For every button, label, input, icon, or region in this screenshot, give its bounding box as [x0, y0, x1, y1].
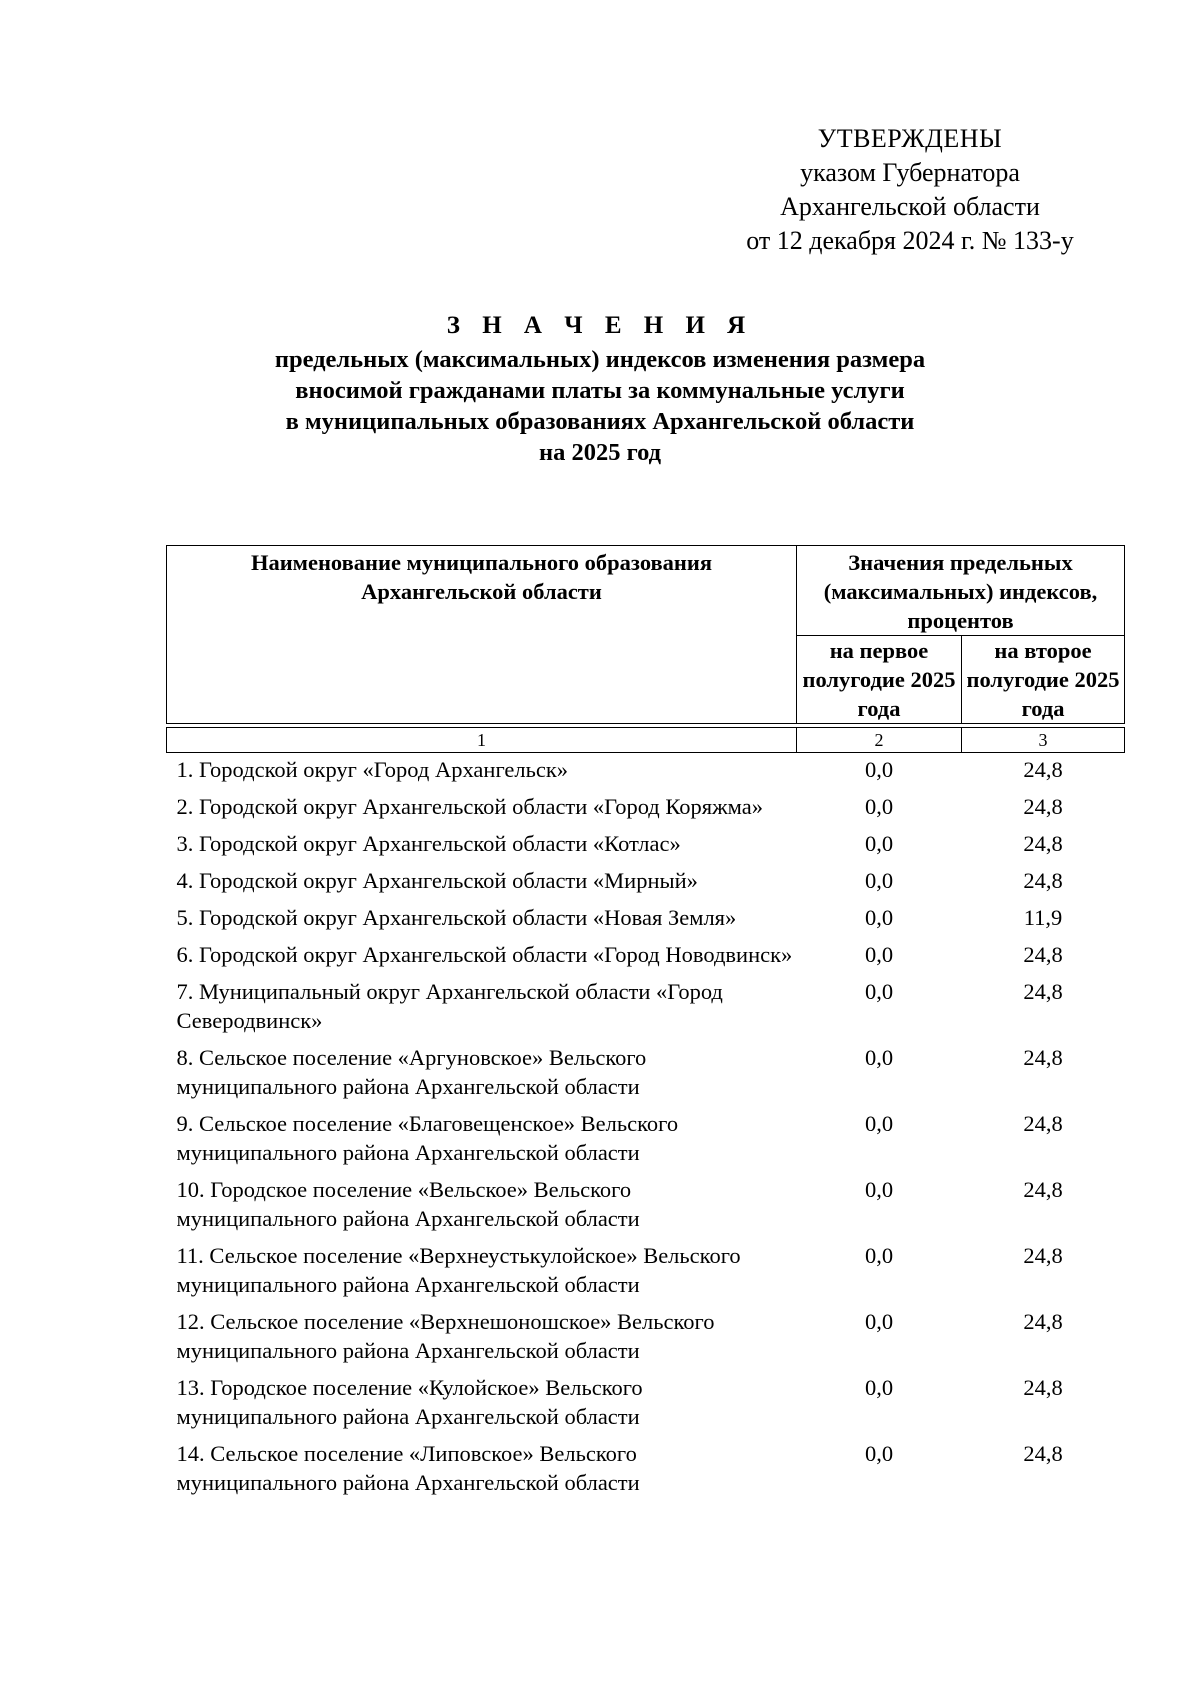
index-first-half: 0,0 [864, 794, 894, 819]
header-row [167, 546, 1125, 636]
index-first-half: 0,0 [864, 1375, 894, 1400]
index-second-half: 24,8 [1023, 1111, 1063, 1136]
column-number-1: 1 [167, 728, 797, 753]
municipality-name: 5. Городской округ Архангельской области «Новая Земля» [176, 905, 737, 930]
heading-line-3: в муниципальных образованиях Архангельской области [285, 408, 915, 435]
table-body [167, 724, 1125, 1504]
approval-title: УТВЕРЖДЕНЫ [817, 124, 1003, 153]
table-row [167, 1437, 1125, 1503]
header-first-half: на первое полугодие 2025 года [797, 636, 962, 724]
approval-line-region: Архангельской области [780, 192, 1040, 221]
indices-table [166, 545, 1125, 1503]
table-row [167, 1239, 1125, 1305]
index-second-half: 24,8 [1023, 942, 1063, 967]
municipality-name: 10. Городское поселение «Вельское» Вельского муниципального района Архангельской области [176, 1177, 640, 1231]
index-second-half: 24,8 [1023, 794, 1063, 819]
table-row [167, 1041, 1125, 1107]
index-first-half: 0,0 [864, 1045, 894, 1070]
municipality-name: 1. Городской округ «Город Архангельск» [176, 757, 569, 782]
index-first-half: 0,0 [864, 1243, 894, 1268]
index-second-half: 24,8 [1023, 1177, 1063, 1202]
index-second-half: 24,8 [1023, 1375, 1063, 1400]
table-row [167, 790, 1125, 827]
index-second-half: 24,8 [1023, 1309, 1063, 1334]
municipality-name: 11. Сельское поселение «Верхнеустькулойское» Вельского муниципального района Архангельской области [176, 1243, 741, 1297]
index-second-half: 24,8 [1023, 757, 1063, 782]
column-number-3: 3 [962, 728, 1125, 753]
municipality-name: 7. Муниципальный округ Архангельской области «Город Северодвинск» [176, 979, 723, 1033]
municipality-name: 2. Городской округ Архангельской области «Город Коряжма» [176, 794, 763, 819]
table-row [167, 1107, 1125, 1173]
table-row [167, 975, 1125, 1041]
index-first-half: 0,0 [864, 1111, 894, 1136]
index-second-half: 11,9 [1023, 905, 1063, 930]
index-first-half: 0,0 [864, 1177, 894, 1202]
approval-block [700, 122, 1120, 258]
index-second-half: 24,8 [1023, 868, 1063, 893]
header-second-half: на второе полугодие 2025 года [962, 636, 1125, 724]
index-first-half: 0,0 [864, 1441, 894, 1466]
index-second-half: 24,8 [1023, 1243, 1063, 1268]
table-row [167, 901, 1125, 938]
index-first-half: 0,0 [864, 905, 894, 930]
index-second-half: 24,8 [1023, 979, 1063, 1004]
index-first-half: 0,0 [864, 979, 894, 1004]
municipality-name: 8. Сельское поселение «Аргуновское» Вельского муниципального района Архангельской области [176, 1045, 647, 1099]
table-header [167, 546, 1125, 724]
heading-title: З Н А Ч Е Н И Я [446, 312, 754, 339]
document-heading [120, 310, 1080, 468]
heading-line-1: предельных (максимальных) индексов изменения размера [274, 346, 926, 373]
municipality-name: 3. Городской округ Архангельской области «Котлас» [176, 831, 681, 856]
table-row [167, 753, 1125, 791]
index-first-half: 0,0 [864, 942, 894, 967]
table-row [167, 1173, 1125, 1239]
index-first-half: 0,0 [864, 831, 894, 856]
index-second-half: 24,8 [1023, 1045, 1063, 1070]
column-number-row [167, 728, 1125, 753]
table-row [167, 1371, 1125, 1437]
index-first-half: 0,0 [864, 868, 894, 893]
table-row [167, 827, 1125, 864]
index-first-half: 0,0 [864, 757, 894, 782]
municipality-name: 4. Городской округ Архангельской области «Мирный» [176, 868, 698, 893]
municipality-name: 9. Сельское поселение «Благовещенское» Вельского муниципального района Архангельской области [176, 1111, 679, 1165]
column-number-2: 2 [797, 728, 962, 753]
approval-line-date: от 12 декабря 2024 г. № 133-у [746, 226, 1074, 255]
municipality-name: 14. Сельское поселение «Липовское» Вельского муниципального района Архангельской области [176, 1441, 640, 1495]
table-row [167, 864, 1125, 901]
table-row [167, 1305, 1125, 1371]
heading-line-2: вносимой гражданами платы за коммунальные услуги [295, 377, 905, 404]
table-row [167, 938, 1125, 975]
approval-line-decree: указом Губернатора [800, 158, 1020, 187]
heading-line-4: на 2025 год [538, 439, 662, 466]
municipality-name: 6. Городской округ Архангельской области «Город Новодвинск» [176, 942, 793, 967]
index-second-half: 24,8 [1023, 831, 1063, 856]
municipality-name: 12. Сельское поселение «Верхнешоношское» Вельского муниципального района Архангельской области [176, 1309, 715, 1363]
header-index-values: Значения предельных (максимальных) индексов, процентов [797, 546, 1125, 636]
municipality-name: 13. Городское поселение «Кулойское» Вельского муниципального района Архангельской области [176, 1375, 643, 1429]
index-second-half: 24,8 [1023, 1441, 1063, 1466]
index-first-half: 0,0 [864, 1309, 894, 1334]
header-municipality-name: Наименование муниципального образования Архангельской области [167, 546, 797, 724]
